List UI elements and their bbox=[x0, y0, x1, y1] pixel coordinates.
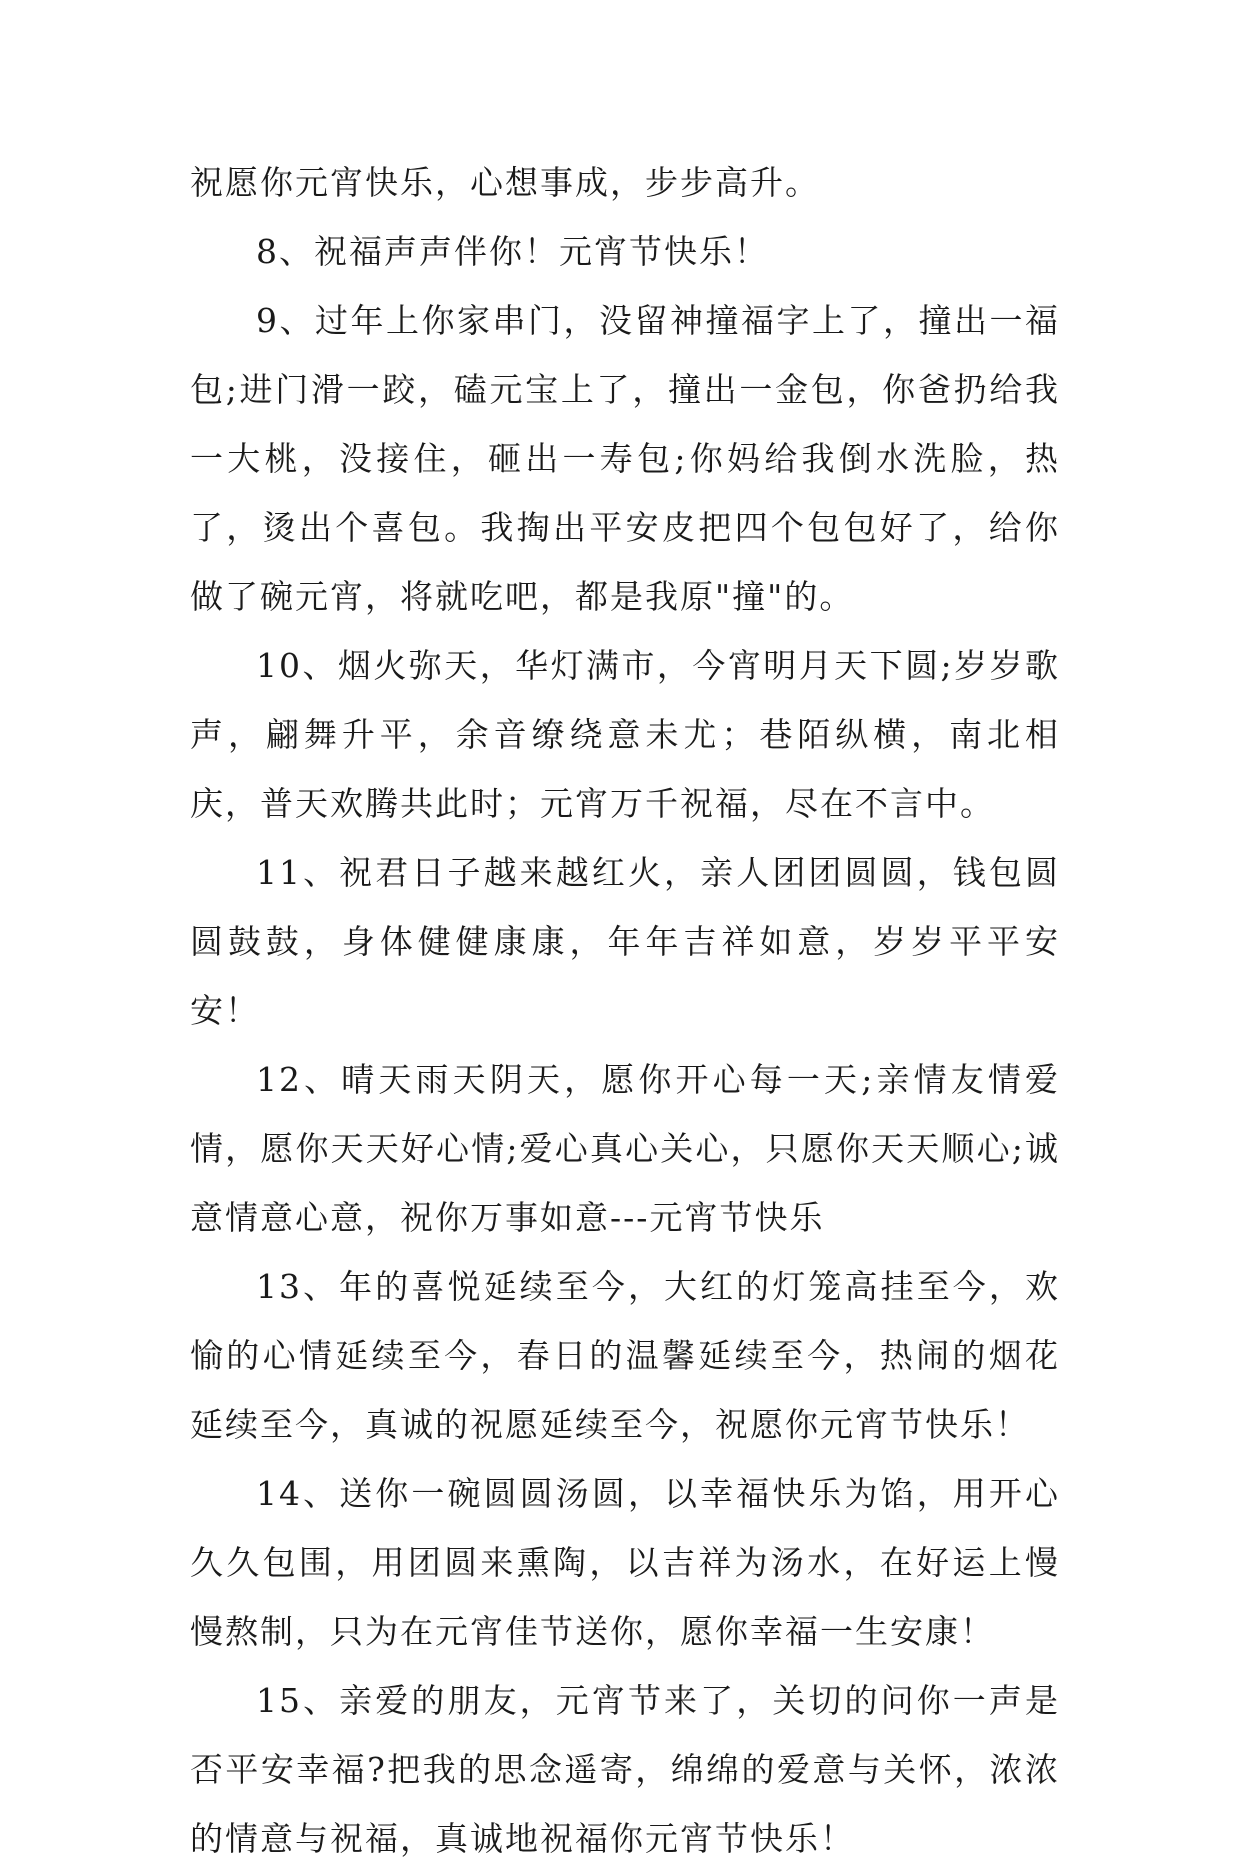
paragraph-item-13: 13、年的喜悦延续至今，大红的灯笼高挂至今，欢愉的心情延续至今，春日的温馨延续至今，热闹的烟花延续至今，真诚的祝愿延续至今，祝愿你元宵节快乐！ bbox=[190, 1267, 1060, 1444]
paragraph-item-8: 8、祝福声声伴你！元宵节快乐！ bbox=[256, 232, 769, 271]
paragraph-item-15: 15、亲爱的朋友，元宵节来了，关切的问你一声是否平安幸福?把我的思念遥寄，绵绵的爱意与关怀，浓浓的情意与祝福，真诚地祝福你元宵节快乐！ bbox=[190, 1681, 1060, 1858]
paragraph-item-12: 12、晴天雨天阴天，愿你开心每一天;亲情友情爱情，愿你天天好心情;爱心真心关心，只愿你天天顺心;诚意情意心意，祝你万事如意---元宵节快乐 bbox=[190, 1060, 1060, 1237]
paragraph-item-11: 11、祝君日子越来越红火，亲人团团圆圆，钱包圆圆鼓鼓，身体健健康康，年年吉祥如意，岁岁平平安安！ bbox=[190, 853, 1060, 1030]
paragraph-item-10: 10、烟火弥天，华灯满市，今宵明月天下圆;岁岁歌声，翩舞升平，余音缭绕意未尤；巷陌纵横，南北相庆，普天欢腾共此时；元宵万千祝福，尽在不言中。 bbox=[190, 646, 1060, 823]
paragraph-item-9: 9、过年上你家串门，没留神撞福字上了，撞出一福包;进门滑一跤，磕元宝上了，撞出一金包，你爸扔给我一大桃，没接住，砸出一寿包;你妈给我倒水洗脸，热了，烫出个喜包。我掏出平安皮把四个包包好了，给你做了碗元宵，将就吃吧，都是我原"撞"的。 bbox=[190, 301, 1060, 616]
paragraph-item-14: 14、送你一碗圆圆汤圆，以幸福快乐为馅，用开心久久包围，用团圆来熏陶，以吉祥为汤水，在好运上慢慢熬制，只为在元宵佳节送你，愿你幸福一生安康！ bbox=[190, 1474, 1060, 1651]
document-page bbox=[190, 148, 1060, 1873]
paragraph-continuation: 祝愿你元宵快乐，心想事成，步步高升。 bbox=[190, 163, 820, 202]
